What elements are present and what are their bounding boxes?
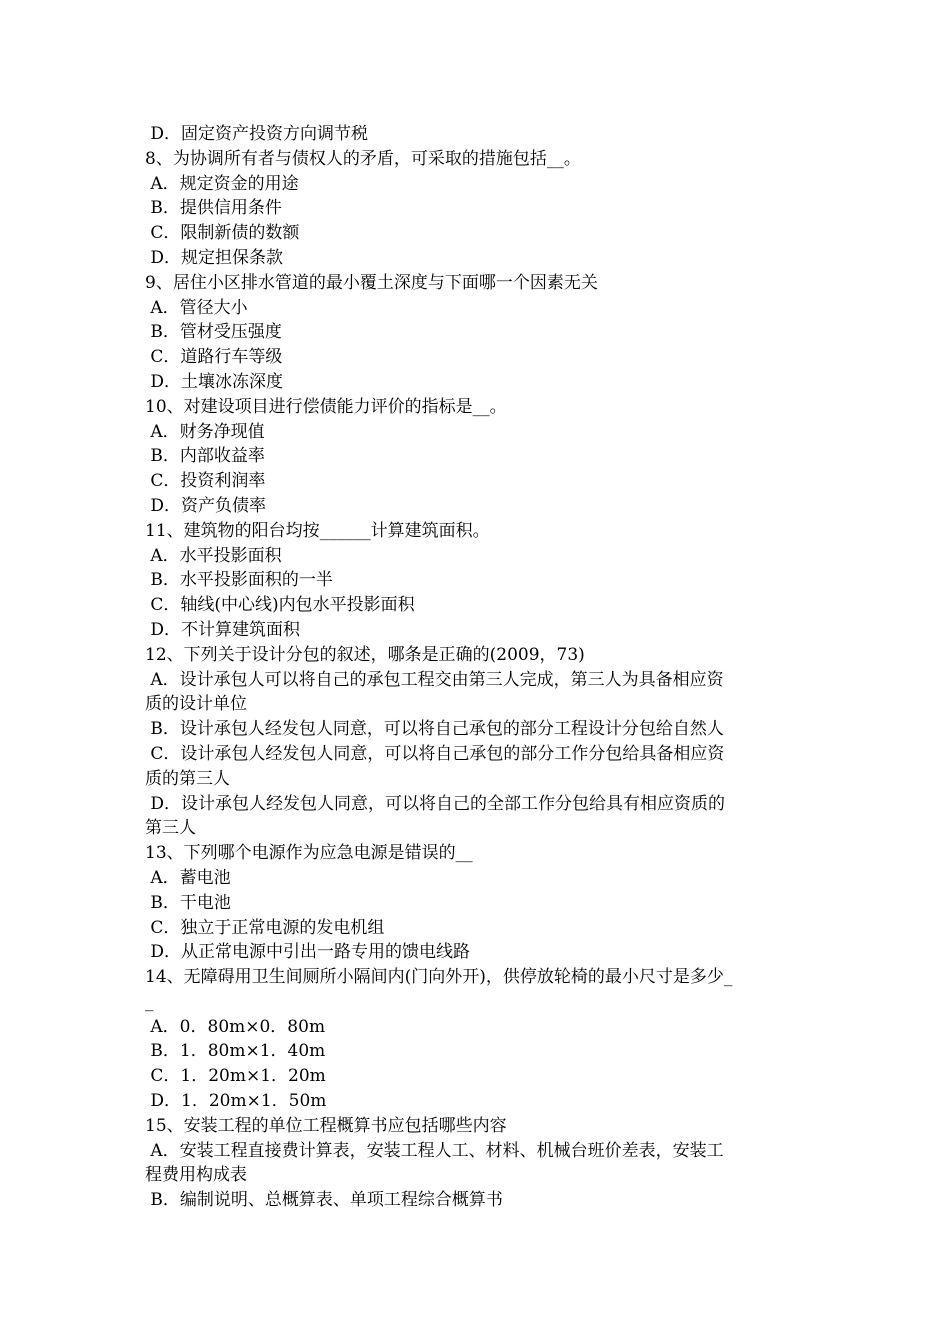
text-line: 第三人	[145, 818, 196, 839]
text-line: A．安装工程直接费计算表，安装工程人工、材料、机械台班价差表，安装工	[145, 1140, 724, 1161]
text-line: B．管材受压强度	[145, 322, 282, 343]
text-line: B．干电池	[145, 892, 231, 913]
text-line: D．1．20m×1．50m	[145, 1091, 327, 1112]
text-line: A．管径大小	[145, 297, 248, 318]
text-line: C．独立于正常电源的发电机组	[145, 917, 385, 938]
text-line: A．蓄电池	[145, 867, 231, 888]
document-body	[145, 122, 810, 1213]
text-line: D．土壤冰冻深度	[145, 371, 284, 392]
text-line: B．编制说明、总概算表、单项工程综合概算书	[145, 1190, 503, 1211]
text-line: C．设计承包人经发包人同意，可以将自己承包的部分工作分包给具备相应资	[145, 743, 725, 764]
text-line: A．财务净现值	[145, 421, 265, 442]
text-line: C．道路行车等级	[145, 347, 283, 368]
text-line: 11、建筑物的阳台均按______计算建筑面积。	[145, 520, 490, 541]
text-line: 程费用构成表	[145, 1165, 247, 1186]
text-line: 10、对建设项目进行偿债能力评价的指标是__。	[145, 396, 507, 417]
text-line: B．提供信用条件	[145, 198, 282, 219]
text-line: _	[145, 991, 154, 1012]
text-line: 15、安装工程的单位工程概算书应包括哪些内容	[145, 1115, 507, 1136]
text-line: D．规定担保条款	[145, 247, 284, 268]
text-line: B．内部收益率	[145, 446, 265, 467]
text-line: D．设计承包人经发包人同意，可以将自己的全部工作分包给具有相应资质的	[145, 793, 726, 814]
text-line: 8、为协调所有者与债权人的矛盾，可采取的措施包括__。	[145, 148, 581, 169]
text-line: C．轴线(中心线)内包水平投影面积	[145, 595, 415, 616]
text-line: B．1．80m×1．40m	[145, 1041, 326, 1062]
text-line: A．水平投影面积	[145, 545, 282, 566]
text-line: 9、居住小区排水管道的最小覆土深度与下面哪一个因素无关	[145, 272, 598, 293]
text-line: D．资产负债率	[145, 495, 267, 516]
text-line: B．设计承包人经发包人同意，可以将自己承包的部分工程设计分包给自然人	[145, 719, 724, 740]
text-line: D．固定资产投资方向调节税	[145, 124, 369, 144]
text-line: C．1．20m×1．20m	[145, 1066, 326, 1087]
text-line: 14、无障碍用卫生间厕所小隔间内(门向外开)，供停放轮椅的最小尺寸是多少_	[145, 967, 733, 988]
text-line: C．投资利润率	[145, 471, 266, 492]
text-line: 质的设计单位	[145, 694, 247, 715]
text-line: A．规定资金的用途	[145, 173, 299, 194]
text-line: 12、下列关于设计分包的叙述，哪条是正确的(2009，73)	[145, 644, 585, 665]
text-line: 质的第三人	[145, 768, 230, 789]
text-line: D．从正常电源中引出一路专用的馈电线路	[145, 942, 471, 963]
text-line: A．0．80m×0．80m	[145, 1016, 326, 1037]
text-line: B．水平投影面积的一半	[145, 570, 333, 591]
text-line: C．限制新债的数额	[145, 223, 300, 244]
text-line: 13、下列哪个电源作为应急电源是错误的__	[145, 843, 473, 864]
text-line: A．设计承包人可以将自己的承包工程交由第三人完成，第三人为具备相应资	[145, 669, 724, 690]
text-line: D．不计算建筑面积	[145, 619, 301, 640]
